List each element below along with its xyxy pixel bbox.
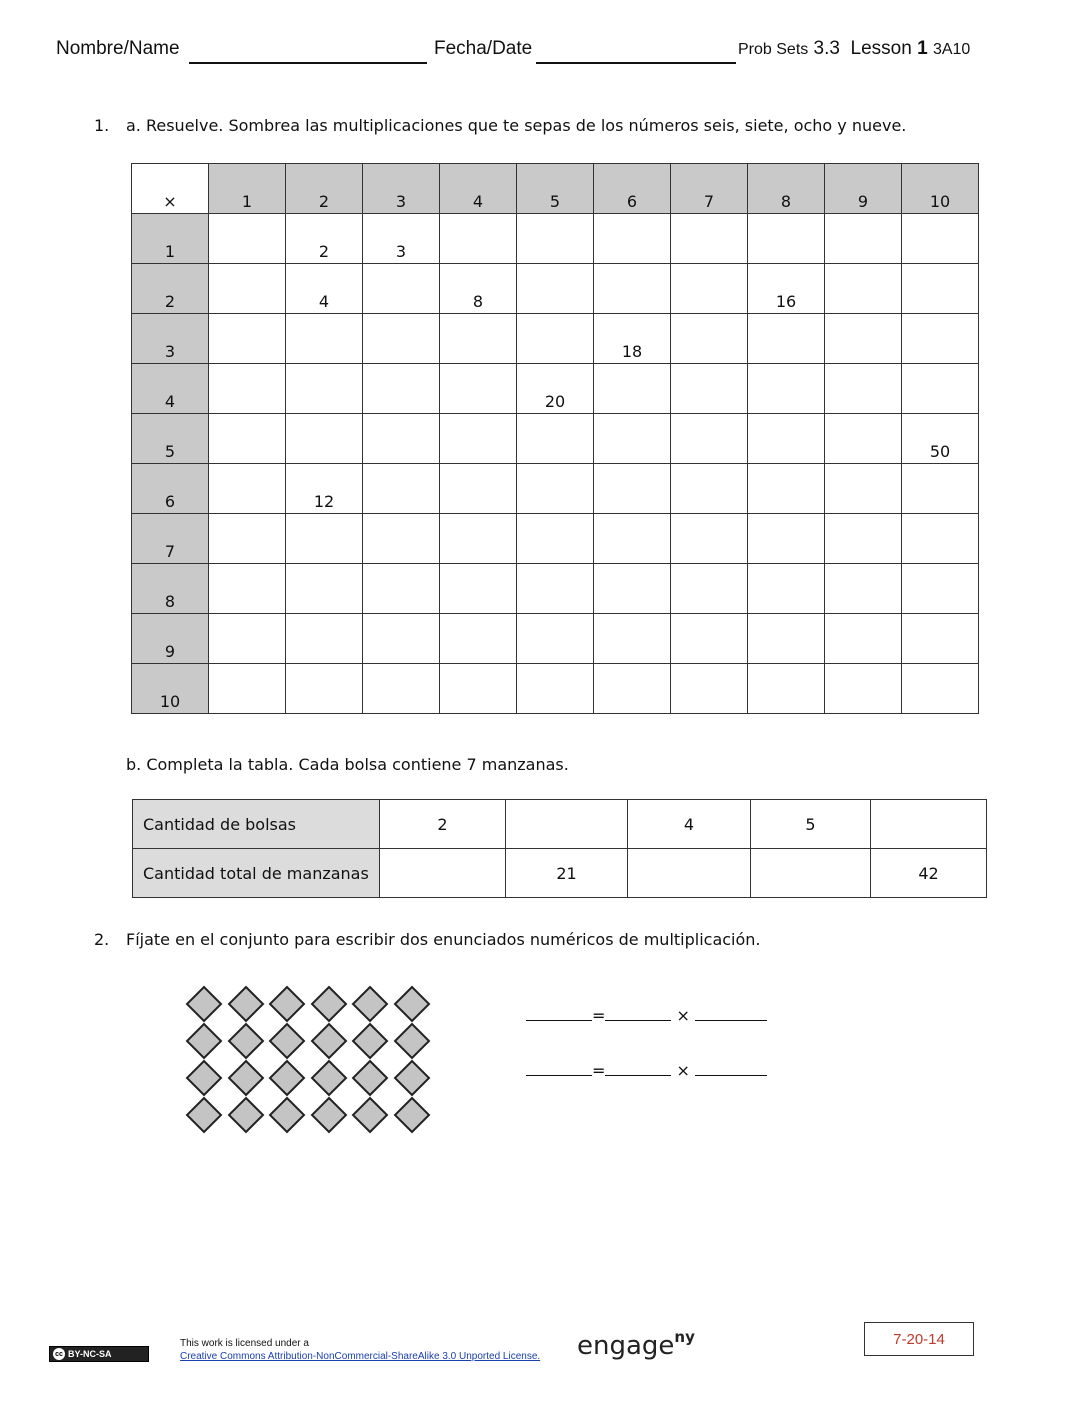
table-cell[interactable] — [209, 514, 286, 564]
table-row — [132, 414, 979, 464]
table-cell[interactable] — [286, 564, 363, 614]
multiplication-table — [131, 163, 979, 714]
table-cell[interactable] — [825, 364, 902, 414]
col-header: 4 — [440, 164, 517, 214]
table-cell[interactable] — [671, 314, 748, 364]
diamond-shape — [269, 1060, 306, 1097]
date-stamp: 7-20-14 — [864, 1322, 974, 1356]
table-cell[interactable] — [748, 364, 825, 414]
table-row — [132, 214, 979, 264]
diamond-shape — [352, 986, 389, 1023]
row-header: 9 — [132, 614, 209, 664]
table-row — [132, 614, 979, 664]
table-cell[interactable] — [748, 464, 825, 514]
diamond-shape — [227, 986, 264, 1023]
table-row — [132, 564, 979, 614]
brand-sup: ny — [674, 1328, 695, 1346]
diamond-shape — [186, 1097, 223, 1134]
factor-blank[interactable] — [605, 1006, 671, 1021]
table-cell[interactable] — [517, 214, 594, 264]
table-cell[interactable] — [825, 314, 902, 364]
row-header: 5 — [132, 414, 209, 464]
diamond-shape — [269, 986, 306, 1023]
bags-label: Cantidad de bolsas — [133, 800, 380, 849]
lesson-code: 3A10 — [932, 41, 971, 58]
table-cell[interactable] — [209, 664, 286, 714]
table-cell[interactable] — [825, 614, 902, 664]
table-cell[interactable] — [902, 314, 979, 364]
row-header: 4 — [132, 364, 209, 414]
product-blank[interactable] — [526, 1061, 592, 1076]
diamond-shape — [310, 1097, 347, 1134]
diamond-shape — [227, 1023, 264, 1060]
table-cell[interactable] — [748, 614, 825, 664]
times-sign: × — [676, 1006, 690, 1025]
table-cell[interactable] — [286, 414, 363, 464]
table-cell[interactable] — [825, 414, 902, 464]
equation-line-2 — [526, 1061, 767, 1080]
table-cell[interactable] — [363, 664, 440, 714]
table-cell[interactable] — [594, 564, 671, 614]
table-cell[interactable] — [209, 564, 286, 614]
table-cell[interactable] — [671, 414, 748, 464]
table-row — [133, 849, 987, 898]
table-cell[interactable] — [286, 364, 363, 414]
table-cell[interactable] — [594, 414, 671, 464]
col-header: 1 — [209, 164, 286, 214]
diamond-shape — [393, 1060, 430, 1097]
table-cell[interactable] — [517, 564, 594, 614]
table-row — [133, 800, 987, 849]
table-cell[interactable]: 20 — [517, 364, 594, 414]
date-label: Fecha/Date — [434, 38, 533, 59]
cc-badge-text: BY-NC-SA — [68, 1349, 112, 1359]
table-cell[interactable] — [748, 564, 825, 614]
table-cell[interactable]: 21 — [506, 849, 628, 898]
diamond-shape — [310, 1060, 347, 1097]
col-header: 8 — [748, 164, 825, 214]
table-cell[interactable]: 4 — [286, 264, 363, 314]
q2-number: 2. — [94, 930, 110, 949]
table-cell[interactable] — [209, 364, 286, 414]
table-cell[interactable] — [825, 564, 902, 614]
table-cell[interactable] — [671, 264, 748, 314]
table-cell[interactable] — [517, 314, 594, 364]
table-cell[interactable] — [825, 664, 902, 714]
equals-sign: = — [592, 1061, 606, 1080]
table-cell[interactable] — [825, 464, 902, 514]
table-cell[interactable] — [363, 514, 440, 564]
table-cell[interactable] — [286, 614, 363, 664]
table-cell[interactable] — [748, 314, 825, 364]
table-cell[interactable] — [363, 264, 440, 314]
col-header: 5 — [517, 164, 594, 214]
equals-sign: = — [592, 1006, 606, 1025]
name-label: Nombre/Name — [56, 38, 180, 59]
table-cell[interactable] — [902, 464, 979, 514]
diamond-shape — [186, 1023, 223, 1060]
table-cell[interactable] — [440, 464, 517, 514]
table-cell[interactable] — [825, 264, 902, 314]
table-cell[interactable] — [209, 464, 286, 514]
table-cell[interactable] — [440, 614, 517, 664]
lesson-label: Lesson — [850, 38, 912, 59]
table-cell[interactable] — [628, 849, 751, 898]
row-header: 6 — [132, 464, 209, 514]
table-cell[interactable] — [517, 614, 594, 664]
diamond-shape — [352, 1060, 389, 1097]
diamond-shape — [269, 1023, 306, 1060]
license-text: This work is licensed under a — [180, 1338, 309, 1349]
table-cell[interactable] — [825, 514, 902, 564]
table-cell[interactable] — [594, 464, 671, 514]
table-cell[interactable] — [825, 214, 902, 264]
table-row — [132, 464, 979, 514]
factor-blank[interactable] — [695, 1006, 767, 1021]
diamond-shape — [186, 986, 223, 1023]
table-header-row — [132, 164, 979, 214]
apples-table — [132, 799, 987, 898]
table-cell[interactable] — [594, 514, 671, 564]
table-cell[interactable] — [209, 214, 286, 264]
table-cell[interactable]: 3 — [363, 214, 440, 264]
lesson-number: 1 — [917, 38, 928, 59]
apples-label: Cantidad total de manzanas — [133, 849, 380, 898]
brand-text: engage — [577, 1331, 675, 1361]
table-cell[interactable] — [363, 464, 440, 514]
row-header: 10 — [132, 664, 209, 714]
table-cell[interactable] — [286, 514, 363, 564]
table-cell[interactable] — [209, 264, 286, 314]
product-blank[interactable] — [526, 1006, 592, 1021]
table-cell[interactable]: 42 — [871, 849, 987, 898]
col-header: 3 — [363, 164, 440, 214]
q1a-instruction: a. Resuelve. Sombrea las multiplicaciones que te sepas de los números seis, siete, ocho y nueve. — [126, 116, 907, 135]
table-cell[interactable] — [363, 564, 440, 614]
table-cell[interactable] — [517, 514, 594, 564]
table-cell[interactable] — [517, 664, 594, 714]
license-link[interactable]: Creative Commons Attribution-NonCommercial-ShareAlike 3.0 Unported License. — [180, 1351, 541, 1362]
cc-logo-icon: cc — [53, 1348, 65, 1360]
diamond-shape — [227, 1060, 264, 1097]
table-cell[interactable] — [506, 800, 628, 849]
table-cell[interactable] — [594, 664, 671, 714]
table-cell[interactable] — [748, 414, 825, 464]
diamond-shape — [227, 1097, 264, 1134]
name-blank[interactable] — [189, 62, 427, 64]
table-cell[interactable] — [440, 564, 517, 614]
table-cell[interactable] — [440, 364, 517, 414]
table-cell[interactable] — [902, 264, 979, 314]
corner-cell: × — [132, 164, 209, 214]
table-cell[interactable] — [902, 364, 979, 414]
table-cell[interactable] — [363, 364, 440, 414]
table-cell[interactable] — [671, 364, 748, 414]
table-cell[interactable]: 2 — [380, 800, 506, 849]
table-row — [132, 664, 979, 714]
prob-sets-number: 3.3 — [813, 38, 840, 59]
table-cell[interactable] — [594, 614, 671, 664]
col-header: 10 — [902, 164, 979, 214]
row-header: 3 — [132, 314, 209, 364]
table-cell[interactable] — [748, 664, 825, 714]
table-cell[interactable]: 5 — [751, 800, 871, 849]
row-header: 2 — [132, 264, 209, 314]
table-cell[interactable]: 12 — [286, 464, 363, 514]
table-cell[interactable] — [902, 614, 979, 664]
q2-instruction: Fíjate en el conjunto para escribir dos enunciados numéricos de multiplicación. — [126, 930, 761, 949]
table-cell[interactable]: 18 — [594, 314, 671, 364]
table-cell[interactable] — [440, 414, 517, 464]
lesson-info — [738, 38, 970, 60]
table-cell[interactable] — [440, 514, 517, 564]
times-sign: × — [676, 1061, 690, 1080]
factor-blank[interactable] — [605, 1061, 671, 1076]
table-cell[interactable] — [209, 314, 286, 364]
col-header: 2 — [286, 164, 363, 214]
table-cell[interactable] — [751, 849, 871, 898]
table-cell[interactable] — [594, 264, 671, 314]
table-cell[interactable] — [671, 664, 748, 714]
table-cell[interactable] — [380, 849, 506, 898]
cc-license-badge[interactable] — [49, 1346, 149, 1362]
diamond-shape — [352, 1023, 389, 1060]
diamond-shape — [393, 1097, 430, 1134]
table-cell[interactable] — [902, 564, 979, 614]
date-blank[interactable] — [536, 62, 736, 64]
diamond-shape — [393, 986, 430, 1023]
diamond-shape — [352, 1097, 389, 1134]
table-cell[interactable] — [671, 464, 748, 514]
table-cell[interactable]: 50 — [902, 414, 979, 464]
q1-number: 1. — [94, 116, 110, 135]
table-cell[interactable] — [209, 614, 286, 664]
table-cell[interactable] — [671, 614, 748, 664]
table-cell[interactable] — [671, 214, 748, 264]
table-cell[interactable] — [902, 514, 979, 564]
prob-sets-label: Prob Sets — [738, 41, 809, 58]
table-cell[interactable] — [286, 314, 363, 364]
col-header: 9 — [825, 164, 902, 214]
diamond-shape — [186, 1060, 223, 1097]
table-cell[interactable] — [871, 800, 987, 849]
table-cell[interactable] — [440, 214, 517, 264]
table-cell[interactable] — [594, 364, 671, 414]
row-header: 7 — [132, 514, 209, 564]
table-cell[interactable] — [671, 564, 748, 614]
table-cell[interactable] — [517, 264, 594, 314]
engageny-logo — [577, 1328, 695, 1361]
table-cell[interactable] — [517, 464, 594, 514]
table-cell[interactable]: 8 — [440, 264, 517, 314]
row-header: 8 — [132, 564, 209, 614]
table-cell[interactable] — [286, 664, 363, 714]
table-row — [132, 514, 979, 564]
table-cell[interactable] — [671, 514, 748, 564]
col-header: 7 — [671, 164, 748, 214]
col-header: 6 — [594, 164, 671, 214]
row-header: 1 — [132, 214, 209, 264]
factor-blank[interactable] — [695, 1061, 767, 1076]
diamond-shape — [393, 1023, 430, 1060]
table-cell[interactable] — [440, 664, 517, 714]
equation-line-1 — [526, 1006, 767, 1025]
diamond-shape — [310, 986, 347, 1023]
table-cell[interactable]: 4 — [628, 800, 751, 849]
table-cell[interactable]: 16 — [748, 264, 825, 314]
table-row — [132, 264, 979, 314]
q1b-instruction: b. Completa la tabla. Cada bolsa contiene 7 manzanas. — [126, 755, 569, 774]
table-cell[interactable] — [363, 414, 440, 464]
table-row — [132, 364, 979, 414]
table-cell[interactable] — [209, 414, 286, 464]
diamond-shape — [269, 1097, 306, 1134]
table-cell[interactable] — [748, 214, 825, 264]
diamond-shape — [310, 1023, 347, 1060]
table-cell[interactable] — [594, 214, 671, 264]
table-row — [132, 314, 979, 364]
diamond-array — [184, 985, 434, 1133]
table-cell[interactable] — [440, 314, 517, 364]
table-cell[interactable] — [363, 614, 440, 664]
table-cell[interactable] — [517, 414, 594, 464]
table-cell[interactable]: 2 — [286, 214, 363, 264]
table-cell[interactable] — [902, 664, 979, 714]
table-cell[interactable] — [363, 314, 440, 364]
table-cell[interactable] — [902, 214, 979, 264]
table-cell[interactable] — [748, 514, 825, 564]
